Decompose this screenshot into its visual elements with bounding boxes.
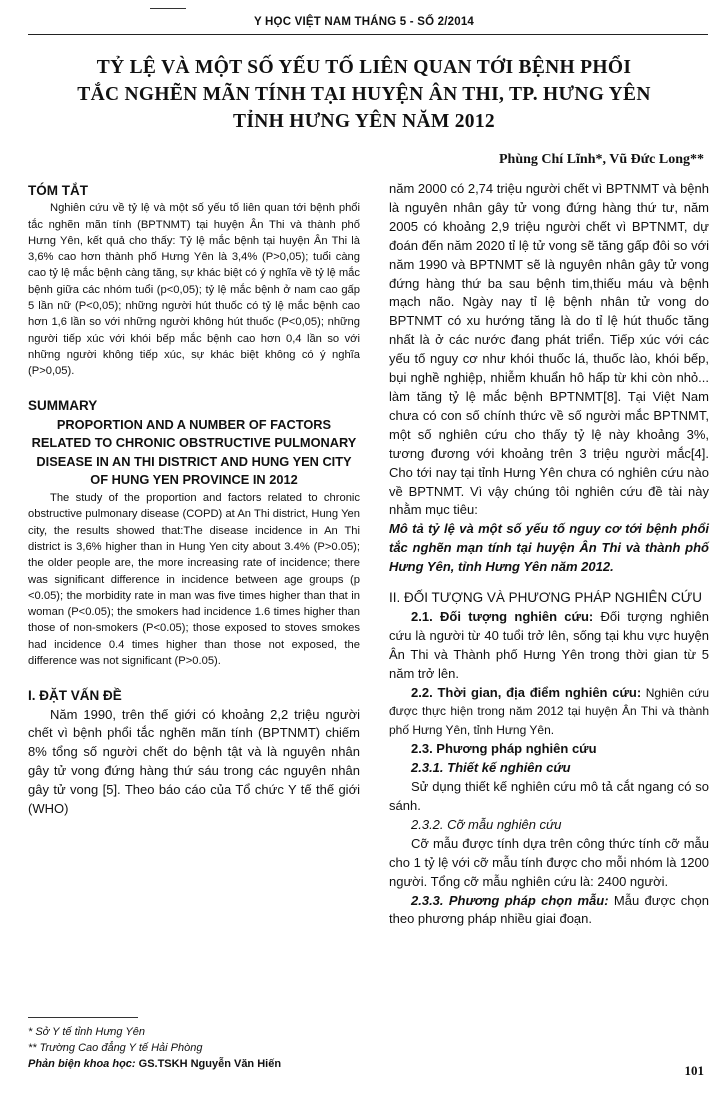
reviewer-label: Phản biện khoa học: xyxy=(28,1058,136,1070)
footnote-2: ** Trường Cao đẳng Y tế Hải Phòng xyxy=(28,1042,203,1054)
authors: Phùng Chí Lĩnh*, Vũ Đức Long** xyxy=(499,152,704,167)
section-2-3-3-text: Mẫu được chọn theo phương pháp nhiều giai đoạn. xyxy=(389,892,709,927)
intro-text-left: Năm 1990, trên thế giới có khoảng 2,2 triệu người chết vì bệnh phổi tắc nghẽn mãn tính (BPTNMT) chiếm 8% tổng số người chết do bệnh tật và là nguyên nhân gây tử vong đứng hàng thứ sáu trong các nguyên nhân gây tử vong [5]. Theo báo cáo của Tổ chức Y tế thế giới (WHO) xyxy=(28,706,360,817)
summary-text: The study of the proportion and factors related to chronic obstructive pulmonary disease (COPD) at An Thi district, Hung Yen city, the results showed that:The disease incidence in An Thi district is 3,6% higher than in Hung Yen city about 3.4% (P>0.05); the older people are, the more increasing rate of incidence; there was significant difference in incidence between age groups (p <0.05); the morbidity rate in man was five times higher than that in woman (P<0.05); the smokers had incidence 1.6 times higher than those of non-smokers (P<0.05); those exposed to stoves smokes had incidence 0.4 times higher than those not exposed, the difference was not significant (P>0.05). xyxy=(28,492,360,668)
section-2-3-3-label: 2.3.3. Phương pháp chọn mẫu: xyxy=(411,892,609,908)
header-rule xyxy=(28,34,708,35)
article-title xyxy=(40,54,688,135)
header-mark xyxy=(150,8,186,9)
section-2-2-text: Nghiên cứu được thực hiện trong năm 2012 tại huyện Ân Thi và thành phố Hưng Yên, tỉnh Hưng Yên. xyxy=(389,685,709,738)
section-2-1-text: Đối tượng nghiên cứu là người từ 40 tuổi trở lên, sống tại khu vực huyện Ân Thi và Thành phố Hưng Yên trong thời gian từ 5 năm trở lên. xyxy=(389,608,709,681)
title-line-2: TẮC NGHẼN MÃN TÍNH TẠI HUYỆN ÂN THI, TP. HƯNG YÊN xyxy=(77,84,651,105)
section-2-3-3 xyxy=(389,892,709,930)
reviewer-name: GS.TSKH Nguyễn Văn Hiến xyxy=(135,1058,282,1070)
summary-title: PROPORTION AND A NUMBER OF FACTORS RELATED TO CHRONIC OBSTRUCTIVE PULMONARY DISEASE IN AN THI DISTRICT AND HUNG YEN CITY OF HUNG YEN PROVINCE IN 2012 xyxy=(31,416,357,488)
journal-header: Y HỌC VIỆT NAM THÁNG 5 - SỐ 2/2014 xyxy=(253,16,475,28)
footnote-rule xyxy=(28,1017,138,1018)
title-line-3: TỈNH HƯNG YÊN NĂM 2012 xyxy=(233,111,495,132)
title-line-1: TỶ LỆ VÀ MỘT SỐ YẾU TỐ LIÊN QUAN TỚI BỆNH PHỔI xyxy=(96,57,632,78)
section-2-3-1-text: Sử dụng thiết kế nghiên cứu mô tả cắt ngang có so sánh. xyxy=(389,779,709,813)
section-2-3-1-label: 2.3.1. Thiết kế nghiên cứu xyxy=(411,760,571,776)
methods-heading: II. ĐỐI TƯỢNG VÀ PHƯƠNG PHÁP NGHIÊN CỨU xyxy=(389,590,703,606)
section-2-2-label: 2.2. Thời gian, địa điểm nghiên cứu: xyxy=(411,684,642,700)
abstract-text: Nghiên cứu về tỷ lệ và một số yếu tố liên quan tới bệnh phổi tắc nghẽn mãn tính (BPTNMT) tại huyện Ân Thi và thành phố Hưng Yên, kết quả cho thấy: Tỷ lệ mắc bệnh tại huyện Ân Thi là 3,6% cao hơn thành phố Hưng Yên là 3,4% (P>0,05); tuổi càng cao tỷ lệ mắc bệnh càng tăng, sự khác biệt có ý nghĩa về tỷ lệ mắc bệnh giữa các nhóm tuổi (p<0,05); tỷ lệ mắc bệnh ở nam cao gấp 5 lần nữ (P<0,05); những người hút thuốc có tỷ lệ mắc bệnh cao hơn 1,6 lần so với những người không hút thuốc (P<0,05); những người tiếp xúc với khói bếp mắc bệnh cao hơn 0,4 lần so với những người không tiếp xúc, sự khác biệt không có ý nghĩa (P>0,05). xyxy=(28,202,360,378)
section-2-1 xyxy=(389,608,709,684)
section-2-1-label: 2.1. Đối tượng nghiên cứu: xyxy=(411,608,594,624)
reviewer-line xyxy=(28,1056,281,1072)
research-objective: Mô tả tỷ lệ và một số yếu tố nguy cơ tới bệnh phổi tắc nghẽn mạn tính tại huyện Ân Thi và thành phố Hưng Yên, tỉnh Hưng Yên năm 2012. xyxy=(389,521,709,575)
footnote-1: * Sở Y tế tỉnh Hưng Yên xyxy=(28,1026,145,1038)
footnotes xyxy=(28,1024,281,1072)
section-2-3-label: 2.3. Phương pháp nghiên cứu xyxy=(411,741,597,757)
section-2-3-2-text: Cỡ mẫu được tính dựa trên công thức tính cỡ mẫu cho 1 tỷ lệ với cỡ mẫu tính được cho mỗi nhóm là 1200 người. Tổng cỡ mẫu nghiên cứu là: 2400 người. xyxy=(389,835,709,889)
abstract-heading: TÓM TẮT xyxy=(28,183,88,198)
section-2-3-2-label: 2.3.2. Cỡ mẫu nghiên cứu xyxy=(411,816,562,832)
intro-heading: I. ĐẶT VẤN ĐỀ xyxy=(28,688,122,704)
section-2-2 xyxy=(389,684,709,741)
summary-heading: SUMMARY xyxy=(28,398,98,414)
intro-text-right: năm 2000 có 2,74 triệu người chết vì BPTNMT và bệnh là nguyên nhân gây tử vong đứng hàng thứ tư, năm 2005 có khoảng 2,9 triệu người chết vì BPTNMT, dự đoán đến năm 2020 tỉ lệ tử vong sẽ tăng gấp đôi so với năm 1990 và BPTNMT sẽ là nguyên nhân gây tử vong đứng hàng thứ ba sau bệnh tim,thiếu máu và bệnh mạch não. Ngày nay tỉ lệ bệnh nhân tử vong do BPTNMT có xu hướng tăng là do tỉ lệ hút thuốc tăng nhất là ở các nước đang phát triển. Tiếp xúc với các yếu tố nguy cơ như khói thuốc lá, thuốc lào, khói bếp, bụi nghề nghiệp, nhiễm khuẩn hô hấp từ khi còn nhỏ... làm tăng tỷ lệ mắc bệnh BPTNMT[8]. Tại Việt Nam chưa có con số chính thức về số người mắc BPTNMT, một số nghiên cứu cho thấy tỷ lệ này khoảng 3%, tương đương với khoảng trên 3 triệu người mắc[4]. Cho tới nay tại tỉnh Hưng Yên chưa có nghiên cứu nào về BPTNMT. Vì vậy chúng tôi nghiên cứu đề tài này nhằm mục tiêu: xyxy=(389,181,709,518)
page-number: 101 xyxy=(684,1063,704,1078)
right-column xyxy=(389,180,709,929)
left-column xyxy=(28,182,360,819)
